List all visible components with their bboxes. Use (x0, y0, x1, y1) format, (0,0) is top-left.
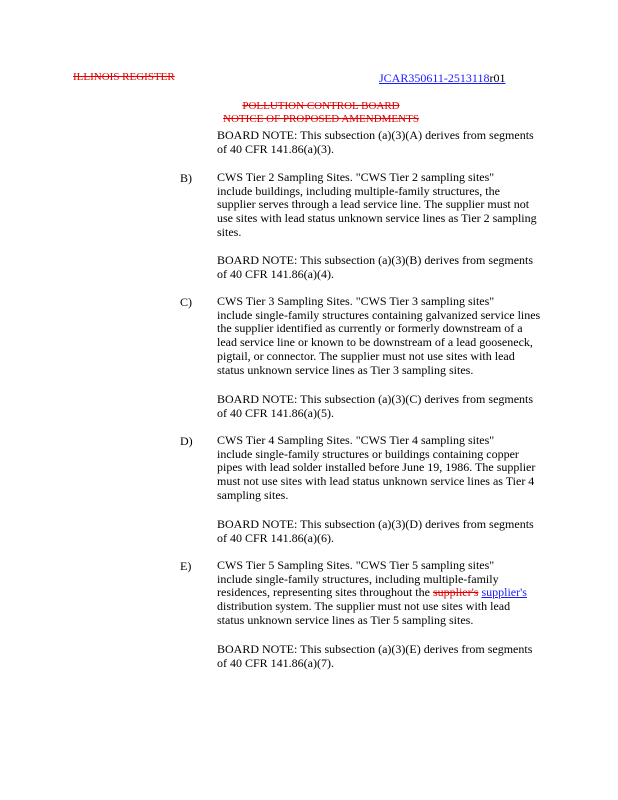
board-note-b (217, 254, 587, 281)
text-line: CWS Tier 2 Sampling Sites. "CWS Tier 2 sampling sites" (217, 170, 495, 184)
text-fragment: residences, representing sites throughout the (217, 585, 430, 600)
board-note-a (217, 129, 587, 156)
text-line: pipes with lead solder installed before June 19, 1986. The supplier (217, 460, 536, 475)
text-line: include single-family structures or buildings containing copper (217, 446, 519, 461)
note-line: BOARD NOTE: This subsection (a)(3)(C) derives from segments (217, 392, 534, 406)
board-note-e (217, 643, 587, 670)
board-note-c (217, 393, 587, 420)
text-line: status unknown service lines as Tier 5 sampling sites. (217, 612, 474, 627)
text-line: include buildings, including multiple-family structures, the (217, 183, 500, 198)
deleted-text: supplier's (432, 585, 479, 600)
note-line: of 40 CFR 141.86(a)(5). (217, 405, 334, 420)
text-line: sites. (217, 224, 242, 239)
note-line: BOARD NOTE: This subsection (a)(3)(D) derives from segments (217, 517, 534, 531)
text-line: distribution system. The supplier must not use sites with lead (217, 599, 511, 614)
note-line: of 40 CFR 141.86(a)(3). (217, 141, 334, 156)
text-line: the supplier identified as currently or formerly downstream of a (217, 321, 523, 336)
text-line: CWS Tier 3 Sampling Sites. "CWS Tier 3 sampling sites" (217, 294, 495, 308)
item-label-c: C) (180, 295, 192, 309)
text-line: include single-family structures, including multiple-family (217, 571, 499, 586)
note-line: BOARD NOTE: This subsection (a)(3)(B) derives from segments (217, 253, 534, 267)
text-line: pigtail, or connector. The supplier must not use sites with lead (217, 348, 515, 363)
jcar-reference[interactable] (379, 71, 505, 86)
notice-title: NOTICE OF PROPOSED AMENDMENTS (223, 113, 419, 125)
note-line: of 40 CFR 141.86(a)(6). (217, 530, 334, 545)
text-line: must not use sites with lead status unknown service lines as Tier 4 (217, 474, 535, 489)
text-line: CWS Tier 4 Sampling Sites. "CWS Tier 4 sampling sites" (217, 433, 495, 447)
text-line: supplier serves through a lead service line. The supplier must not (217, 197, 530, 212)
text-line: status unknown service lines as Tier 3 sampling sites. (217, 362, 474, 377)
note-line: BOARD NOTE: This subsection (a)(3)(E) derives from segments (217, 642, 533, 656)
item-d-text (217, 434, 587, 503)
note-line: of 40 CFR 141.86(a)(7). (217, 655, 334, 670)
inserted-text: supplier's (481, 585, 527, 600)
item-label-b: B) (180, 171, 192, 185)
item-label-d: D) (180, 434, 193, 448)
item-b-text (217, 171, 587, 240)
board-note-d (217, 518, 587, 545)
agency-title: POLLUTION CONTROL BOARD (242, 100, 400, 112)
text-line: CWS Tier 5 Sampling Sites. "CWS Tier 5 sampling sites" (217, 558, 495, 572)
item-label-e: E) (180, 559, 192, 573)
text-line: use sites with lead status unknown service lines as Tier 2 sampling (217, 211, 537, 226)
register-header: ILLINOIS REGISTER (73, 71, 175, 83)
item-c-text (217, 295, 587, 377)
jcar-suffix: r01 (489, 71, 506, 85)
note-line: of 40 CFR 141.86(a)(4). (217, 266, 334, 281)
item-e-text (217, 559, 587, 628)
jcar-link[interactable]: JCAR350611-2513118 (379, 71, 490, 85)
text-line: include single-family structures containing galvanized service lines (217, 307, 541, 322)
note-line: BOARD NOTE: This subsection (a)(3)(A) derives from segments (217, 128, 534, 142)
text-line: lead service line or known to be downstream of a lead gooseneck, (217, 335, 533, 350)
text-line-with-edit (217, 586, 587, 600)
text-line: sampling sites. (217, 487, 289, 502)
